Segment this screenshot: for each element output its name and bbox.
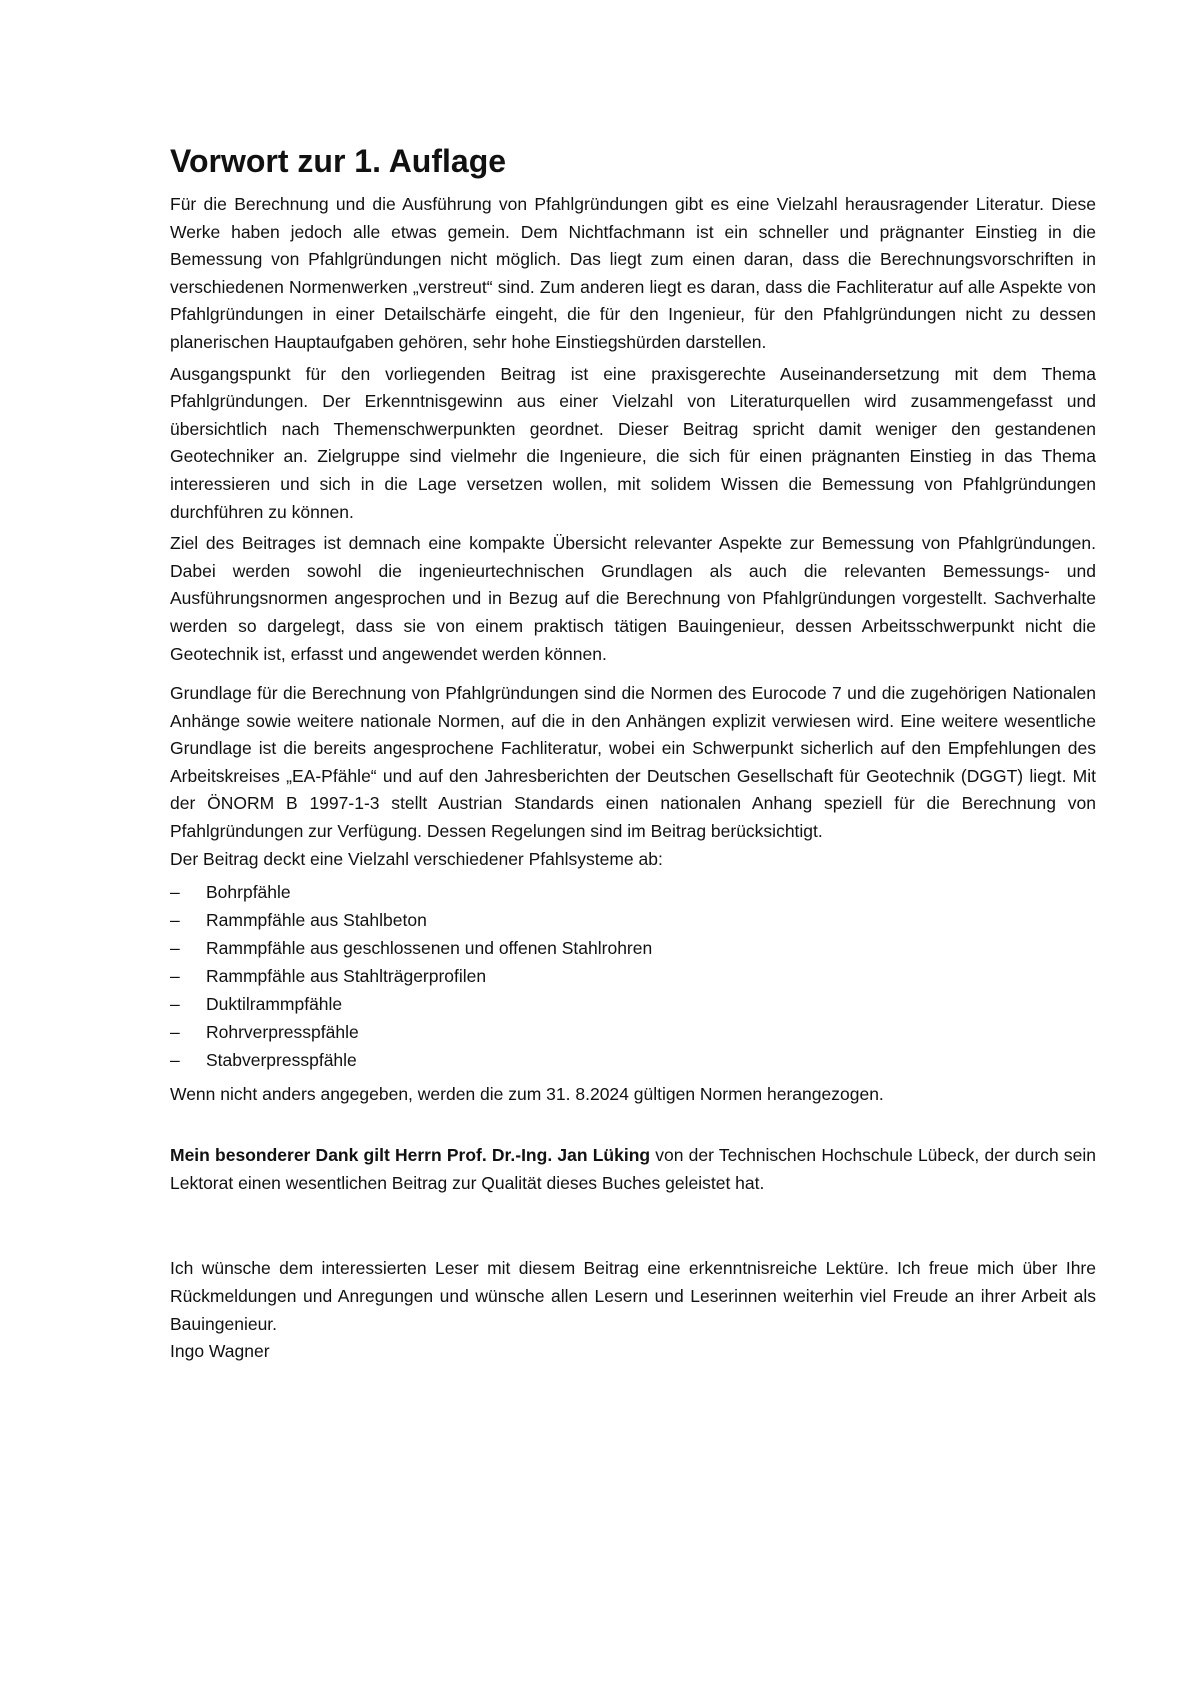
paragraph-thanks: [170, 1142, 1096, 1197]
dash-bullet: –: [170, 965, 180, 986]
pile-systems-list: [170, 879, 1096, 1074]
author-signature: Ingo Wagner: [170, 1341, 270, 1362]
dash-bullet: –: [170, 1021, 180, 1042]
list-item: [170, 907, 1096, 935]
list-item: [170, 1047, 1096, 1075]
dash-bullet: –: [170, 910, 180, 931]
dash-bullet: –: [170, 993, 180, 1014]
paragraph-basis: Grundlage für die Berechnung von Pfahlgründungen sind die Normen des Eurocode 7 und die zugehörigen Nationalen Anhänge sowie weitere nationale Normen, auf die in den Anhängen explizit verwiesen wird. Eine weitere wesentliche Grundlage ist die bereits angesprochene Fachliteratur, wobei ein Schwerpunkt sicherlich auf den Empfehlungen des Arbeitskreises „EA-Pfähle“ und auf den Jahresberichten der Deutschen Gesellschaft für Geotechnik (DGGT) liegt. Mit der ÖNORM B 1997-1-3 stellt Austrian Standards einen nationalen Anhang speziell für die Berechnung von Pfahlgründungen zur Verfügung. Dessen Regelungen sind im Beitrag berücksichtigt.: [170, 683, 1096, 842]
list-item: [170, 963, 1096, 991]
paragraph-pile-systems-intro: Der Beitrag deckt eine Vielzahl verschiedener Pfahlsysteme ab:: [170, 848, 663, 869]
list-item: [170, 1019, 1096, 1047]
list-item-label: Rammpfähle aus geschlossenen und offenen Stahlrohren: [206, 938, 653, 959]
page-title: Vorwort zur 1. Auflage: [170, 143, 507, 179]
paragraph-standards-date: Wenn nicht anders angegeben, werden die zum 31. 8.2024 gültigen Normen herangezogen.: [170, 1083, 884, 1104]
dash-bullet: –: [170, 882, 180, 903]
thanks-text: von der Technischen Hochschule Lübeck, der durch sein Lektorat einen wesentlichen Beitrag zur Qualität dieses Buches geleistet hat.: [170, 1145, 1096, 1193]
dash-bullet: –: [170, 938, 180, 959]
list-item: [170, 935, 1096, 963]
list-item-label: Rammpfähle aus Stahlbeton: [206, 910, 427, 931]
paragraph-goal: Ziel des Beitrages ist demnach eine kompakte Übersicht relevanter Aspekte zur Bemessung von Pfahlgründungen. Dabei werden sowohl die ingenieurtechnischen Grundlagen als auch die relevanten Bemessungs- und Ausführungsnormen angesprochen und in Bezug auf die Berechnung von Pfahlgründungen vorgestellt. Sachverhalte werden so dargelegt, dass sie von einem praktisch tätigen Bauingenieur, dessen Arbeitsschwerpunkt nicht die Geotechnik ist, erfasst und angewendet werden können.: [170, 533, 1096, 664]
thanks-bold-text: Mein besonderer Dank gilt Herrn Prof. Dr.-Ing. Jan Lüking: [170, 1145, 651, 1166]
list-item: [170, 879, 1096, 907]
paragraph-intro: Für die Berechnung und die Ausführung von Pfahlgründungen gibt es eine Vielzahl herausragender Literatur. Diese Werke haben jedoch alle etwas gemein. Dem Nichtfachmann ist ein schneller und prägnanter Einstieg in die Bemessung von Pfahlgründungen nicht möglich. Das liegt zum einen daran, dass die Berechnungsvorschriften in verschiedenen Normenwerken „verstreut“ sind. Zum anderen liegt es daran, dass die Fachliteratur auf alle Aspekte von Pfahlgründungen in einer Detailschärfe eingeht, die für den Ingenieur, für den Pfahlgründungen nicht zu dessen planerischen Hauptaufgaben gehören, sehr hohe Einstiegshürden darstellen.: [170, 194, 1096, 352]
list-item-label: Rohrverpresspfähle: [206, 1021, 359, 1042]
dash-bullet: –: [170, 1049, 180, 1070]
list-item: [170, 991, 1096, 1019]
list-item-label: Bohrpfähle: [206, 882, 291, 903]
paragraph-closing: Ich wünsche dem interessierten Leser mit diesem Beitrag eine erkenntnisreiche Lektüre. Ich freue mich über Ihre Rückmeldungen und Anregungen und wünsche allen Lesern und Leserinnen weiterhin viel Freude an ihrer Arbeit als Bauingenieur.: [170, 1258, 1096, 1334]
document-page: [170, 141, 1096, 1366]
paragraph-starting-point: Ausgangspunkt für den vorliegenden Beitrag ist eine praxisgerechte Auseinandersetzung mit dem Thema Pfahlgründungen. Der Erkenntnisgewinn aus einer Vielzahl von Literaturquellen wird zusammengefasst und übersichtlich nach Themenschwerpunkten geordnet. Dieser Beitrag spricht damit weniger den gestandenen Geotechniker an. Zielgruppe sind vielmehr die Ingenieure, die sich für einen prägnanten Einstieg in das Thema interessieren und sich in die Lage versetzen wollen, mit solidem Wissen die Bemessung von Pfahlgründungen durchführen zu können.: [170, 363, 1096, 522]
list-item-label: Stabverpresspfähle: [206, 1049, 357, 1070]
list-item-label: Duktilrammpfähle: [206, 993, 343, 1014]
list-item-label: Rammpfähle aus Stahlträgerprofilen: [206, 965, 487, 986]
